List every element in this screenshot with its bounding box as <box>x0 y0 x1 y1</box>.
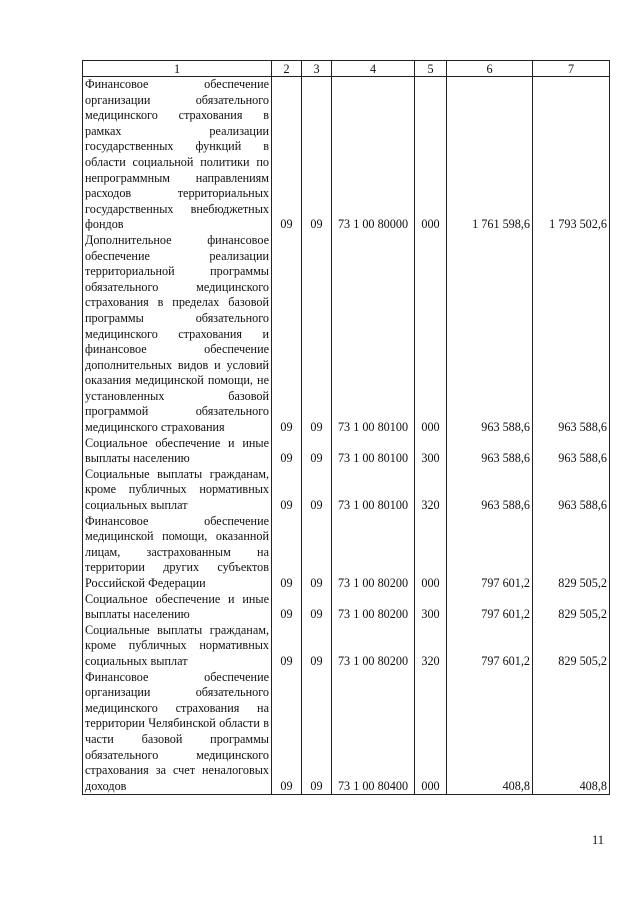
row-expense-type: 000 <box>415 233 447 436</box>
table-row <box>83 514 610 592</box>
row-section: 09 <box>272 436 302 467</box>
row-expense-type: 000 <box>415 670 447 795</box>
row-amount-2: 1 793 502,6 <box>533 77 610 233</box>
row-target-code: 73 1 00 80100 <box>332 233 415 436</box>
row-name: Финансовое обеспечение медицинской помощи, оказанной лицам, застрахованным на территории других субъектов Российской Федерации <box>83 514 272 592</box>
row-amount-1: 408,8 <box>447 670 533 795</box>
table-header-row <box>83 61 610 77</box>
row-expense-type: 320 <box>415 467 447 514</box>
row-amount-2: 963 588,6 <box>533 233 610 436</box>
column-header: 1 <box>83 61 272 77</box>
table-row <box>83 233 610 436</box>
row-subsection: 09 <box>302 77 332 233</box>
column-header: 7 <box>533 61 610 77</box>
row-section: 09 <box>272 514 302 592</box>
row-subsection: 09 <box>302 670 332 795</box>
row-amount-1: 1 761 598,6 <box>447 77 533 233</box>
row-amount-1: 797 601,2 <box>447 623 533 670</box>
row-subsection: 09 <box>302 436 332 467</box>
row-target-code: 73 1 00 80200 <box>332 623 415 670</box>
table-row <box>83 670 610 795</box>
row-subsection: 09 <box>302 467 332 514</box>
row-amount-2: 829 505,2 <box>533 592 610 623</box>
row-name: Социальное обеспечение и иные выплаты населению <box>83 436 272 467</box>
row-target-code: 73 1 00 80400 <box>332 670 415 795</box>
row-amount-2: 963 588,6 <box>533 467 610 514</box>
row-expense-type: 300 <box>415 592 447 623</box>
row-amount-2: 408,8 <box>533 670 610 795</box>
row-subsection: 09 <box>302 233 332 436</box>
row-name: Финансовое обеспечение организации обязательного медицинского страхования на территории Челябинской области в части базовой программы обязательного медицинского страхования за счет неналоговых доходов <box>83 670 272 795</box>
row-amount-2: 829 505,2 <box>533 514 610 592</box>
row-name: Дополнительное финансовое обеспечение реализации территориальной программы обязательного медицинского страхования в пределах базовой программы обязательного медицинского страхования и финансовое обеспечение дополнительных видов и условий оказания медицинской помощи, не установленных базовой программой обязательного медицинского страхования <box>83 233 272 436</box>
column-header: 3 <box>302 61 332 77</box>
row-target-code: 73 1 00 80200 <box>332 514 415 592</box>
row-name: Социальное обеспечение и иные выплаты населению <box>83 592 272 623</box>
row-section: 09 <box>272 467 302 514</box>
column-header: 6 <box>447 61 533 77</box>
row-name: Социальные выплаты гражданам, кроме публичных нормативных социальных выплат <box>83 467 272 514</box>
row-section: 09 <box>272 592 302 623</box>
row-expense-type: 300 <box>415 436 447 467</box>
row-amount-1: 797 601,2 <box>447 514 533 592</box>
row-target-code: 73 1 00 80100 <box>332 436 415 467</box>
row-section: 09 <box>272 233 302 436</box>
row-expense-type: 000 <box>415 77 447 233</box>
column-header: 5 <box>415 61 447 77</box>
budget-table <box>82 60 610 795</box>
row-target-code: 73 1 00 80000 <box>332 77 415 233</box>
column-header: 4 <box>332 61 415 77</box>
table-row <box>83 467 610 514</box>
row-amount-1: 963 588,6 <box>447 233 533 436</box>
row-section: 09 <box>272 623 302 670</box>
row-amount-1: 797 601,2 <box>447 592 533 623</box>
row-subsection: 09 <box>302 514 332 592</box>
row-target-code: 73 1 00 80100 <box>332 467 415 514</box>
row-amount-2: 963 588,6 <box>533 436 610 467</box>
row-expense-type: 000 <box>415 514 447 592</box>
row-subsection: 09 <box>302 623 332 670</box>
row-expense-type: 320 <box>415 623 447 670</box>
row-section: 09 <box>272 670 302 795</box>
row-amount-2: 829 505,2 <box>533 623 610 670</box>
table-row <box>83 623 610 670</box>
table-row <box>83 436 610 467</box>
table-row <box>83 592 610 623</box>
table-row <box>83 77 610 233</box>
row-name: Финансовое обеспечение организации обязательного медицинского страхования в рамках реализации государственных функций в области социальной политики по непрограммным направлениям расходов территориальных государственных внебюджетных фондов <box>83 77 272 233</box>
page-number: 11 <box>592 833 605 847</box>
row-name: Социальные выплаты гражданам, кроме публичных нормативных социальных выплат <box>83 623 272 670</box>
row-amount-1: 963 588,6 <box>447 436 533 467</box>
row-section: 09 <box>272 77 302 233</box>
row-amount-1: 963 588,6 <box>447 467 533 514</box>
column-header: 2 <box>272 61 302 77</box>
row-target-code: 73 1 00 80200 <box>332 592 415 623</box>
row-subsection: 09 <box>302 592 332 623</box>
